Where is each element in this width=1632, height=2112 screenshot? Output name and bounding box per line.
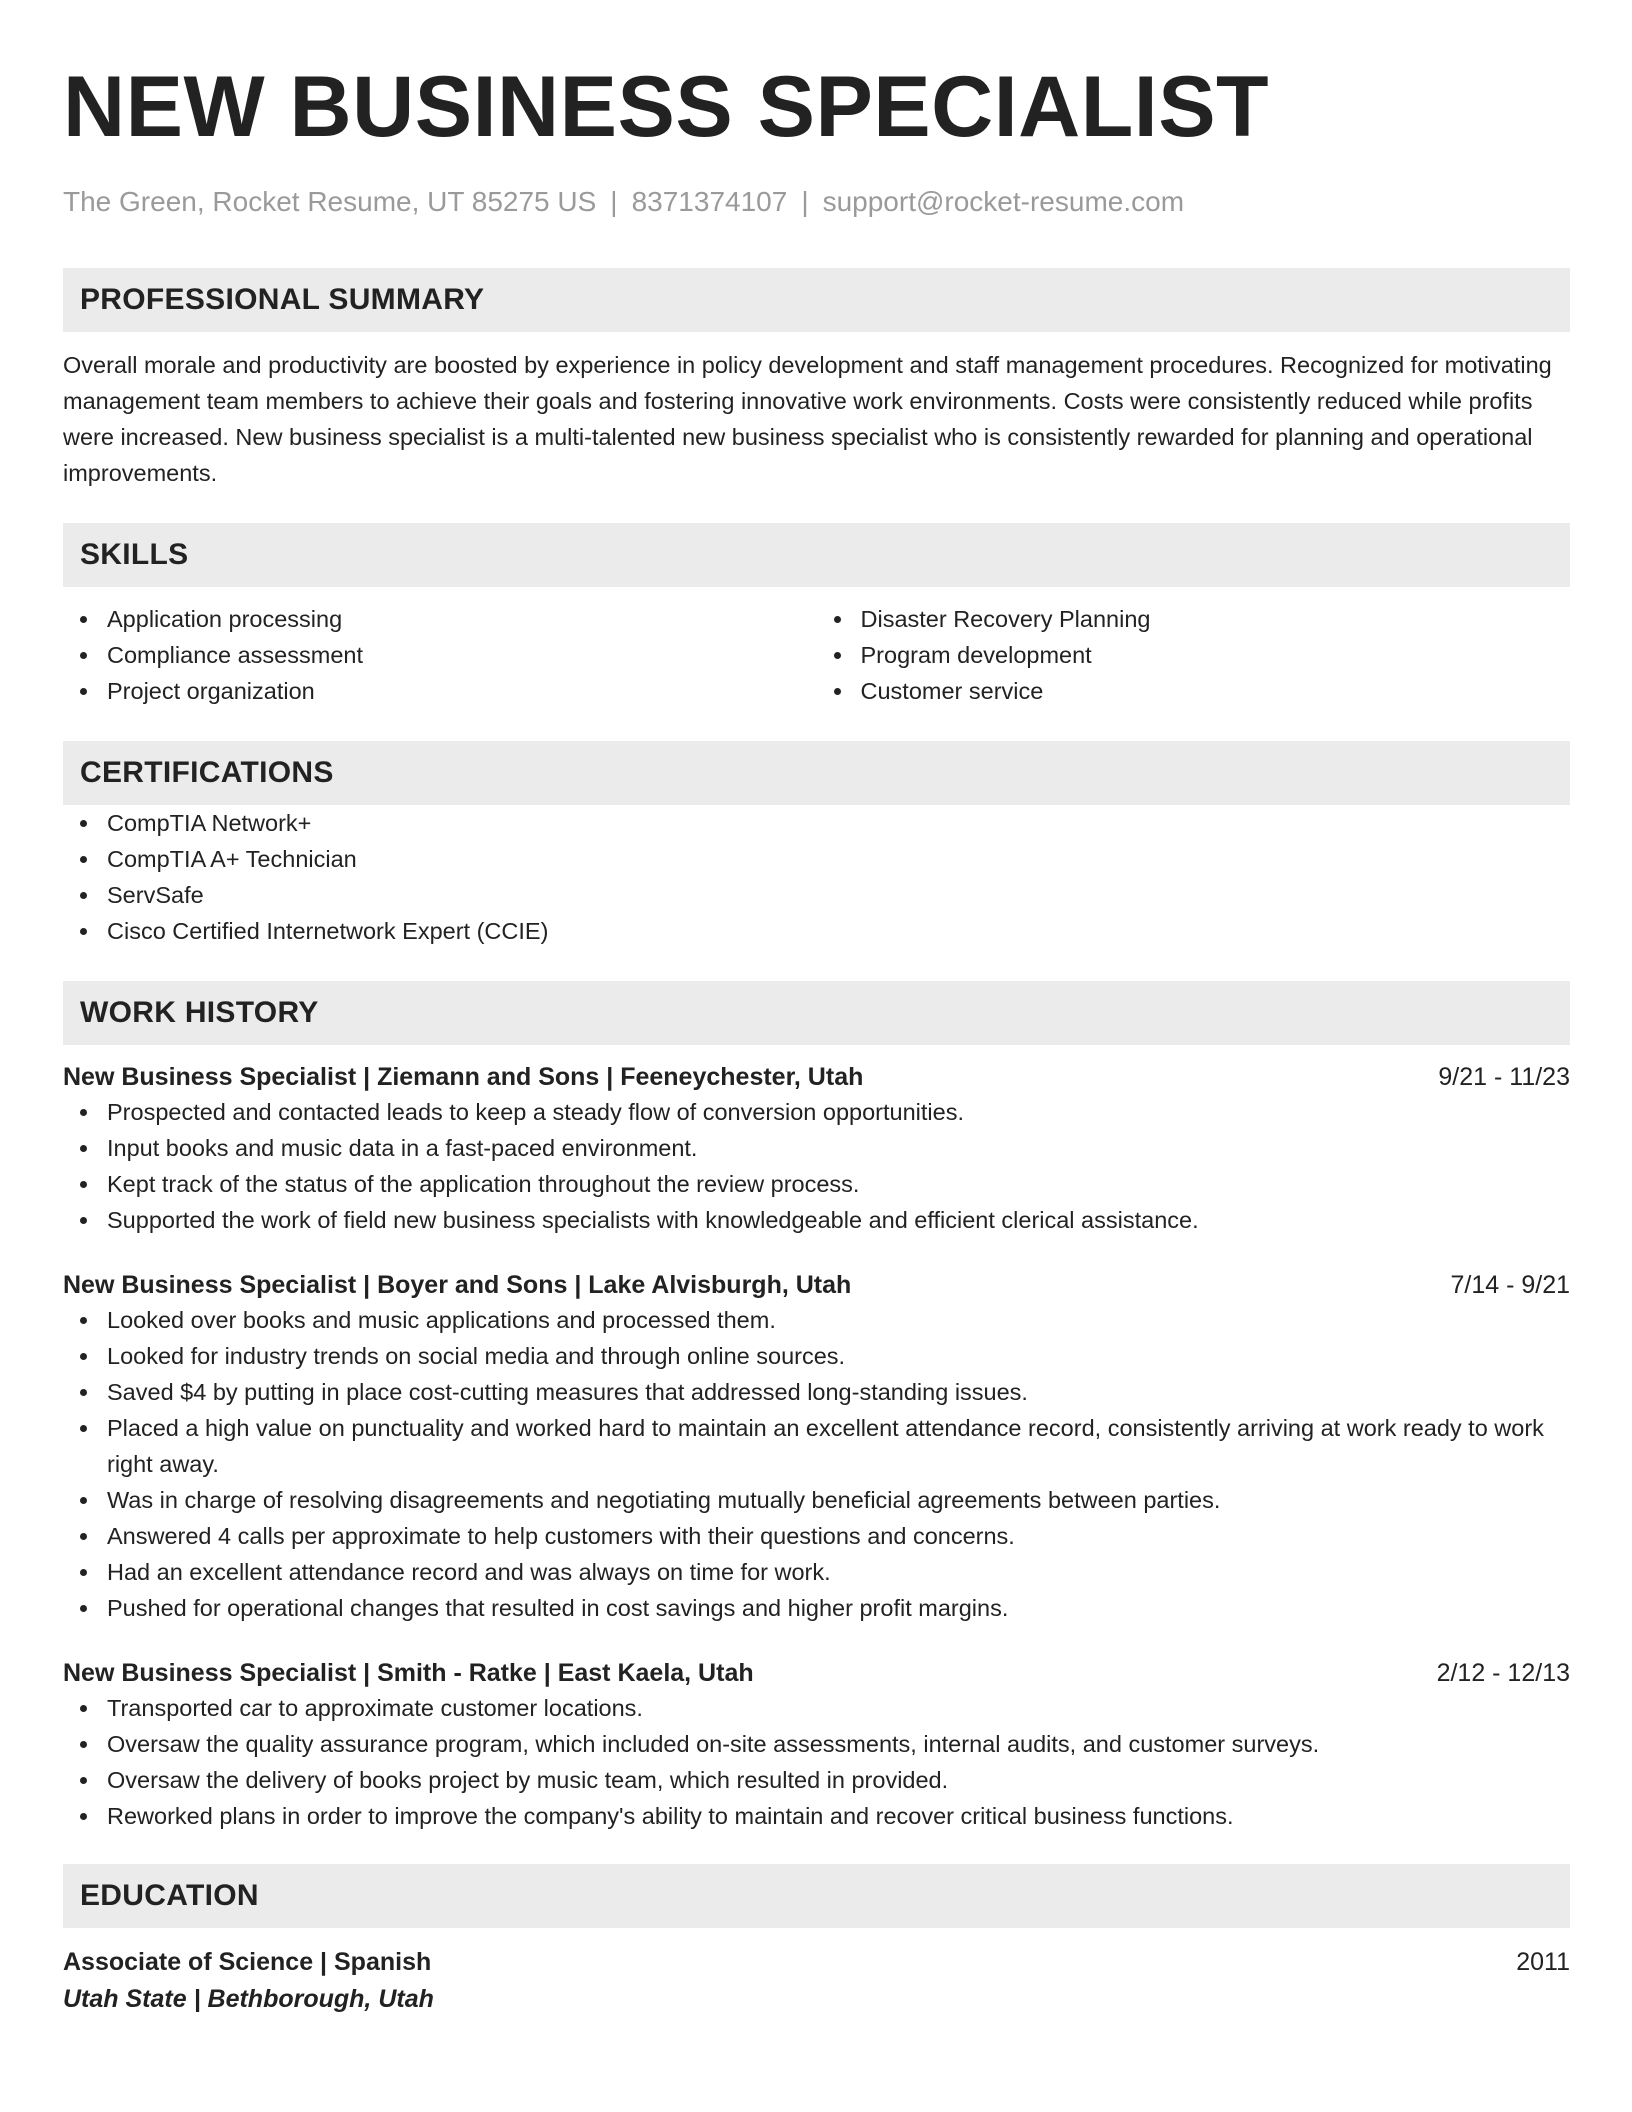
job-entry [63, 1656, 1570, 1834]
certifications-section [63, 741, 1570, 949]
job-bullet: Kept track of the status of the application throughout the review process. [63, 1166, 1570, 1202]
job-bullet: Looked over books and music applications and processed them. [63, 1302, 1570, 1338]
skills-column-right [817, 601, 1571, 709]
job-entry [63, 1268, 1570, 1626]
section-heading-summary: PROFESSIONAL SUMMARY [63, 268, 1570, 332]
job-entry [63, 1060, 1570, 1238]
job-title: New Business Specialist | Ziemann and Sons | Feeneychester, Utah [63, 1063, 864, 1091]
job-header [63, 1268, 1570, 1302]
job-bullet: Was in charge of resolving disagreements and negotiating mutually beneficial agreements between parties. [63, 1482, 1570, 1518]
job-dates: 9/21 - 11/23 [1438, 1063, 1570, 1091]
certifications-list [63, 805, 1570, 949]
education-header [63, 1944, 1570, 1980]
job-bullet: Answered 4 calls per approximate to help customers with their questions and concerns. [63, 1518, 1570, 1554]
job-bullet: Saved $4 by putting in place cost-cutting measures that addressed long-standing issues. [63, 1374, 1570, 1410]
education-school: Utah State | Bethborough, Utah [63, 1985, 434, 2013]
job-bullet: Placed a high value on punctuality and worked hard to maintain an excellent attendance record, consistently arriving at work ready to work right away. [63, 1410, 1570, 1482]
skills-column-left [63, 601, 817, 709]
section-heading-skills: SKILLS [63, 523, 1570, 587]
skill-item: Program development [817, 637, 1571, 673]
job-bullet: Prospected and contacted leads to keep a steady flow of conversion opportunities. [63, 1094, 1570, 1130]
contact-address: The Green, Rocket Resume, UT 85275 US [63, 186, 597, 217]
contact-separator: | [610, 186, 618, 217]
job-header [63, 1060, 1570, 1094]
summary-text: Overall morale and productivity are boosted by experience in policy development and staff management procedures. Recognized for motivating management team members to achieve their goals and fostering innovative work environments. Costs were consistently reduced while profits were increased. New business specialist is a multi-talented new business specialist who is consistently rewarded for planning and operational improvements. [63, 352, 1552, 486]
job-header [63, 1656, 1570, 1690]
skill-item: Application processing [63, 601, 817, 637]
education-section [63, 1864, 1570, 2018]
skill-item: Disaster Recovery Planning [817, 601, 1571, 637]
contact-line [63, 184, 1570, 220]
section-heading-education: EDUCATION [63, 1864, 1570, 1928]
job-bullet-list [63, 1302, 1570, 1626]
section-heading-work-history: WORK HISTORY [63, 981, 1570, 1045]
education-year: 2011 [1516, 1948, 1570, 1976]
professional-summary-section [63, 268, 1570, 491]
education-degree: Associate of Science | Spanish [63, 1948, 432, 1976]
skill-item: Customer service [817, 673, 1571, 709]
certification-item: CompTIA A+ Technician [63, 841, 1570, 877]
job-bullet-list [63, 1690, 1570, 1834]
certification-item: Cisco Certified Internetwork Expert (CCIE) [63, 913, 1570, 949]
certification-item: CompTIA Network+ [63, 805, 1570, 841]
job-title: New Business Specialist | Boyer and Sons | Lake Alvisburgh, Utah [63, 1271, 852, 1299]
job-bullet-list [63, 1094, 1570, 1238]
certification-item: ServSafe [63, 877, 1570, 913]
skill-item: Project organization [63, 673, 817, 709]
job-bullet: Had an excellent attendance record and was always on time for work. [63, 1554, 1570, 1590]
contact-email: support@rocket-resume.com [822, 186, 1185, 217]
job-title: New Business Specialist | Smith - Ratke | East Kaela, Utah [63, 1659, 754, 1687]
job-dates: 2/12 - 12/13 [1436, 1659, 1570, 1687]
skill-item: Compliance assessment [63, 637, 817, 673]
job-bullet: Pushed for operational changes that resulted in cost savings and higher profit margins. [63, 1590, 1570, 1626]
contact-phone: 8371374107 [631, 186, 788, 217]
skills-grid [63, 601, 1570, 709]
work-history-section [63, 981, 1570, 1834]
skills-section [63, 523, 1570, 709]
job-bullet: Supported the work of field new business specialists with knowledgeable and efficient clerical assistance. [63, 1202, 1570, 1238]
job-bullet: Input books and music data in a fast-paced environment. [63, 1130, 1570, 1166]
resume-name: NEW BUSINESS SPECIALIST [63, 59, 1270, 155]
contact-separator: | [801, 186, 809, 217]
job-bullet: Oversaw the quality assurance program, which included on-site assessments, internal audits, and customer surveys. [63, 1726, 1570, 1762]
section-heading-certifications: CERTIFICATIONS [63, 741, 1570, 805]
job-dates: 7/14 - 9/21 [1450, 1271, 1570, 1299]
job-bullet: Oversaw the delivery of books project by music team, which resulted in provided. [63, 1762, 1570, 1798]
job-bullet: Looked for industry trends on social media and through online sources. [63, 1338, 1570, 1374]
job-bullet: Reworked plans in order to improve the company's ability to maintain and recover critical business functions. [63, 1798, 1570, 1834]
job-bullet: Transported car to approximate customer locations. [63, 1690, 1570, 1726]
